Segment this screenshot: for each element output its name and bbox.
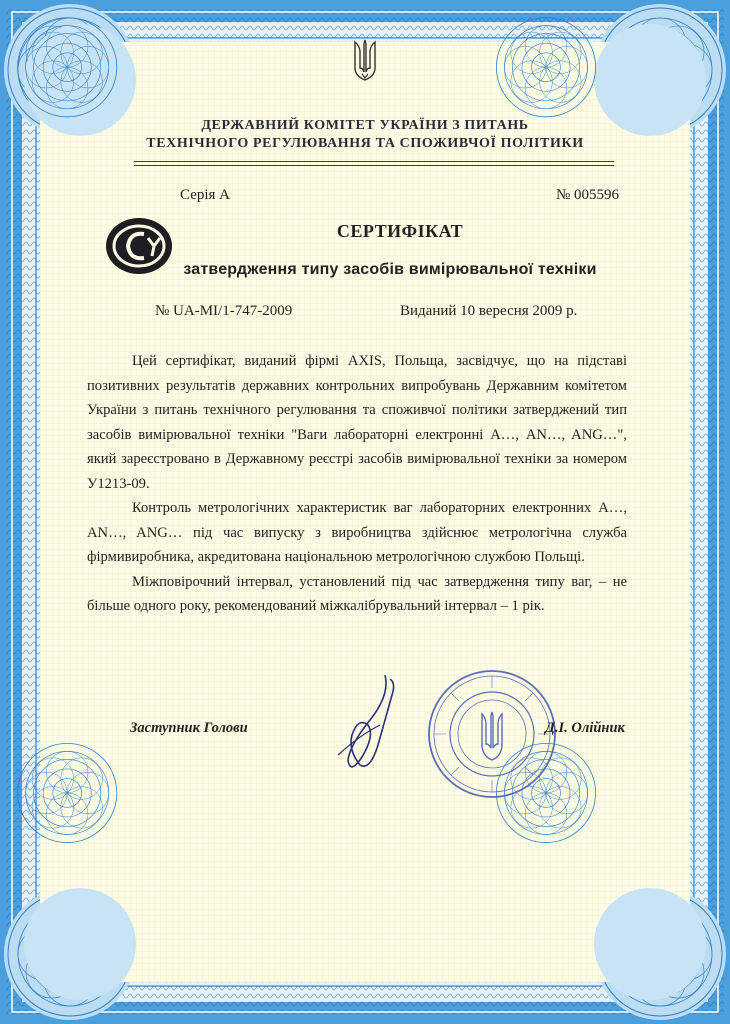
series-label: Серія А: [180, 187, 230, 203]
signatory-title: Заступник Голови: [130, 720, 248, 736]
org-name-line1: ДЕРЖАВНИЙ КОМІТЕТ УКРАЇНИ З ПИТАНЬ: [201, 118, 529, 133]
handwritten-signature: [330, 665, 410, 775]
certificate-title: СЕРТИФІКАТ: [336, 221, 464, 241]
official-stamp: [426, 668, 558, 800]
signatory-name: Д.І. Олійник: [545, 720, 625, 736]
org-name-line2: ТЕХНІЧНОГО РЕГУЛЮВАННЯ ТА СПОЖИВЧОЇ ПОЛІТИКИ: [146, 136, 584, 151]
certificate-number: № 005596: [556, 187, 620, 203]
uk-conformity-mark: [104, 216, 174, 276]
body-paragraph-3: Міжповірочний інтервал, установлений під час затвердження типу ваг, – не більше одного року, рекомендований міжкалібрувальний інтервал – 1 рік.: [87, 573, 627, 614]
certificate-subtitle: затвердження типу засобів вимірювальної техніки: [183, 261, 597, 278]
issue-date: Виданий 10 вересня 2009 р.: [400, 303, 578, 319]
registration-number: № UA-MI/1-747-2009: [155, 303, 293, 319]
certificate-body: [87, 349, 627, 619]
header-divider: [134, 161, 614, 162]
body-paragraph-1: Цей сертифікат, виданий фірмі AXIS, Польща, засвідчує, що на підставі позитивних результатів державних контрольних випробувань Державним комітетом України з питань технічного регулювання та споживчої політики затверджений тип засобів вимірювальної техніки "Ваги лабораторні електронні А…, AN…, ANG…", який зареєстровано в Державному реєстрі засобів вимірювальної техніки за номером У1213-09.: [87, 353, 627, 492]
header-divider-2: [134, 165, 614, 166]
body-paragraph-2: Контроль метрологічних характеристик ваг лабораторних електронних А…, AN…, ANG… під час випуску з виробництва здійснює метрологічна служба фірмивиробника, акредитована національною метрологічною службою Польщі.: [87, 500, 627, 565]
trident-icon: [352, 38, 378, 82]
